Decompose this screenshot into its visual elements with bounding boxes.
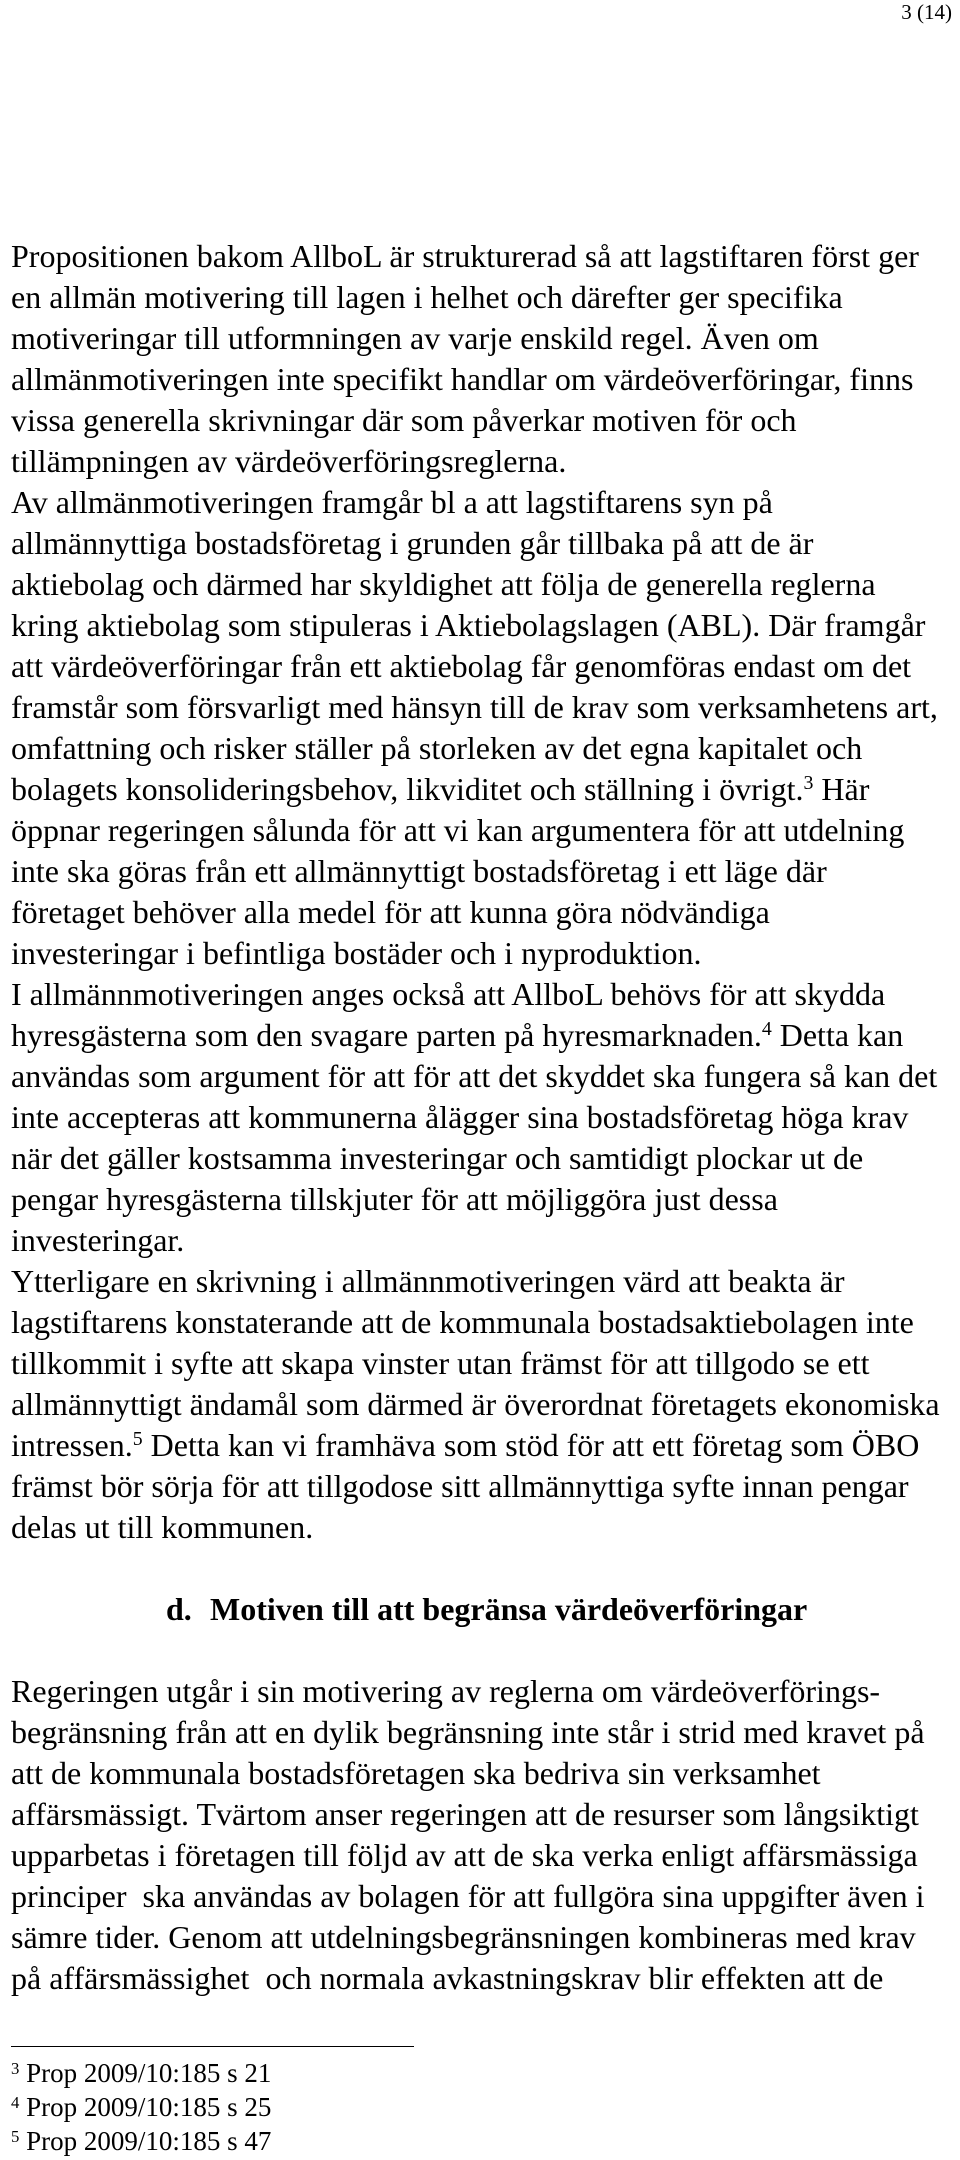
text-line: öppnar regeringen sålunda för att vi kan argumentera för att utdelning (11, 812, 905, 848)
footnote-number: 5 (11, 2126, 20, 2146)
text-line: företaget behöver alla medel för att kunna göra nödvändiga (11, 894, 770, 930)
footnotes (11, 2056, 611, 2158)
section-title: Motiven till att begränsa värdeöverföringar (210, 1591, 808, 1627)
page-number: 3 (14) (901, 0, 952, 24)
paragraph (11, 1261, 956, 1548)
text-line-segment: Detta kan (771, 1017, 904, 1053)
footnote-text: Prop 2009/10:185 s 25 (26, 2092, 272, 2122)
text-line: begränsning från att en dylik begränsning inte står i strid med kravet på (11, 1714, 925, 1750)
section-number: d. (166, 1591, 192, 1627)
text-line: främst bör sörja för att tillgodose sitt allmännyttiga syfte innan pengar (11, 1468, 909, 1504)
text-line: upparbetas i företagen till följd av att de ska verka enligt affärsmässiga (11, 1837, 918, 1873)
text-line: tillkommit i syfte att skapa vinster utan främst för att tillgodo se ett (11, 1345, 870, 1381)
text-line: investeringar i befintliga bostäder och i nyproduktion. (11, 935, 702, 971)
text-line: investeringar. (11, 1222, 185, 1258)
text-line: sämre tider. Genom att utdelningsbegränsningen kombineras med krav (11, 1919, 916, 1955)
footnote-text: Prop 2009/10:185 s 47 (26, 2126, 272, 2156)
footnote-reference: 5 (132, 1428, 143, 1451)
text-line: lagstiftarens konstaterande att de kommunala bostadsaktiebolagen inte (11, 1304, 914, 1340)
text-line: omfattning och risker ställer på storleken av det egna kapitalet och (11, 730, 863, 766)
text-line-segment: Här (813, 771, 870, 807)
text-line: pengar hyresgästerna tillskjuter för att möjliggöra just dessa (11, 1181, 778, 1217)
footnote (11, 2056, 611, 2090)
text-line: Av allmänmotiveringen framgår bl a att lagstiftarens syn på (11, 484, 773, 520)
footnote-number: 3 (11, 2058, 20, 2078)
text-line (11, 769, 956, 810)
paragraph (11, 482, 956, 974)
text-line: att värdeöverföringar från ett aktiebolag får genomföras endast om det (11, 648, 912, 684)
text-line: Ytterligare en skrivning i allmännmotiveringen värd att beakta är (11, 1263, 845, 1299)
text-line: Regeringen utgår i sin motivering av reglerna om värdeöverförings- (11, 1673, 881, 1709)
text-line: att de kommunala bostadsföretagen ska bedriva sin verksamhet (11, 1755, 821, 1791)
text-line: allmänmotiveringen inte specifikt handlar om värdeöverföringar, finns (11, 361, 914, 397)
text-line-segment: intressen. (11, 1427, 133, 1463)
section-paragraphs (11, 1671, 956, 1999)
footnote-number: 4 (11, 2092, 20, 2112)
text-line: inte accepteras att kommunerna ålägger sina bostadsföretag höga krav (11, 1099, 909, 1135)
text-line-segment: bolagets konsolideringsbehov, likviditet och ställning i övrigt. (11, 771, 804, 807)
paragraph (11, 236, 956, 482)
footnote (11, 2090, 611, 2124)
body-text (11, 236, 956, 1999)
text-line: I allmännmotiveringen anges också att AllboL behövs för att skydda (11, 976, 886, 1012)
section-heading (11, 1589, 956, 1630)
text-line: Propositionen bakom AllboL är strukturerad så att lagstiftaren först ger (11, 238, 919, 274)
text-line: vissa generella skrivningar där som påverkar motiven för och (11, 402, 797, 438)
text-line: allmännyttigt ändamål som därmed är överordnat företagets ekonomiska (11, 1386, 940, 1422)
text-line-segment: hyresgästerna som den svagare parten på hyresmarknaden. (11, 1017, 762, 1053)
text-line (11, 1015, 956, 1056)
text-line: affärsmässigt. Tvärtom anser regeringen att de resurser som långsiktigt (11, 1796, 919, 1832)
text-line: när det gäller kostsamma investeringar och samtidigt plockar ut de (11, 1140, 864, 1176)
paragraph (11, 974, 956, 1261)
text-line (11, 1425, 956, 1466)
text-line: framstår som försvarligt med hänsyn till de krav som verksamhetens art, (11, 689, 938, 725)
text-line: delas ut till kommunen. (11, 1509, 314, 1545)
text-line: allmännyttiga bostadsföretag i grunden går tillbaka på att de är (11, 525, 814, 561)
text-line: användas som argument för att för att det skyddet ska fungera så kan det (11, 1058, 938, 1094)
text-line-segment: Detta kan vi framhäva som stöd för att ett företag som ÖBO (142, 1427, 920, 1463)
text-line: inte ska göras från ett allmännyttigt bostadsföretag i ett läge där (11, 853, 827, 889)
footnote-reference: 4 (761, 1018, 772, 1041)
text-line: tillämpningen av värdeöverföringsreglerna. (11, 443, 567, 479)
text-line: på affärsmässighet och normala avkastningskrav blir effekten att de (11, 1960, 884, 1996)
intro-paragraphs (11, 236, 956, 1548)
footnote-separator (11, 2046, 414, 2047)
footnote (11, 2124, 611, 2158)
footnote-text: Prop 2009/10:185 s 21 (26, 2058, 272, 2088)
text-line: kring aktiebolag som stipuleras i Aktiebolagslagen (ABL). Där framgår (11, 607, 926, 643)
text-line: en allmän motivering till lagen i helhet och därefter ger specifika (11, 279, 843, 315)
text-line: principer ska användas av bolagen för att fullgöra sina uppgifter även i (11, 1878, 925, 1914)
text-line: motiveringar till utformningen av varje enskild regel. Även om (11, 320, 819, 356)
paragraph (11, 1671, 956, 1999)
footnote-reference: 3 (803, 772, 814, 795)
text-line: aktiebolag och därmed har skyldighet att följa de generella reglerna (11, 566, 876, 602)
